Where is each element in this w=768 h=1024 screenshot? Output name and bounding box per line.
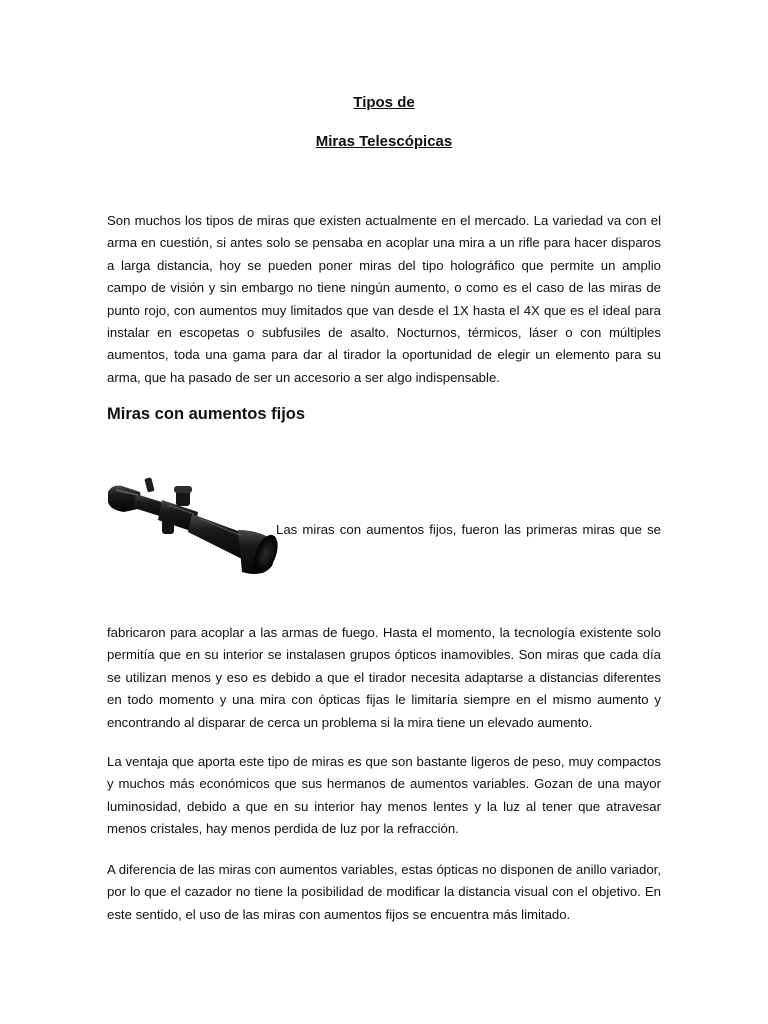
riflescope-image bbox=[106, 474, 278, 582]
document-title-line-2: Miras Telescópicas bbox=[315, 133, 453, 150]
figure-side-text: Las miras con aumentos fijos, fueron las primeras miras que se bbox=[276, 522, 661, 537]
paragraph-2: fabricaron para acoplar a las armas de fuego. Hasta el momento, la tecnología existente solo permitía que en su interior se instalasen grupos ópticos inamovibles. Son miras que cada día se utilizan menos y eso es debido a que el tirador necesita adaptarse a distancias diferentes en todo momento y una mira con ópticas fijas le limitaría siempre en el mismo aumento y encontrando al disparar de cerca un problema si la mira tiene un elevado aumento. bbox=[107, 625, 661, 730]
document-title-line-1: Tipos de bbox=[353, 94, 415, 111]
paragraph-4: A diferencia de las miras con aumentos variables, estas ópticas no disponen de anillo variador, por lo que el cazador no tiene la posibilidad de modificar la distancia visual con el objetivo. En este sentido, el uso de las miras con aumentos fijos se encuentra más limitado. bbox=[107, 862, 661, 922]
riflescope-icon bbox=[106, 474, 278, 582]
paragraph-3: La ventaja que aporta este tipo de miras es que son bastante ligeros de peso, muy compactos y muchos más económicos que sus hermanos de aumentos variables. Gozan de una mayor luminosidad, debido a que en su interior hay menos lentes y la luz al tener que atravesar menos cristales, hay menos perdida de luz por la refracción. bbox=[107, 754, 661, 837]
section-heading: Miras con aumentos fijos bbox=[107, 405, 306, 423]
intro-paragraph: Son muchos los tipos de miras que existen actualmente en el mercado. La variedad va con el arma en cuestión, si antes solo se pensaba en acoplar una mira a un rifle para hacer disparos a larga distancia, hoy se pueden poner miras del tipo holográfico que permite un amplio campo de visión y sin embargo no tiene ningún aumento, o como es el caso de las miras de punto rojo, con aumentos muy limitados que van desde el 1X hasta el 4X que es el ideal para instalar en escopetas o subfusiles de asalto. Nocturnos, térmicos, láser o con múltiples aumentos, toda una gama para dar al tirador la oportunidad de elegir un elemento para su arma, que ha pasado de ser un accesorio a ser algo indispensable. bbox=[107, 213, 661, 385]
